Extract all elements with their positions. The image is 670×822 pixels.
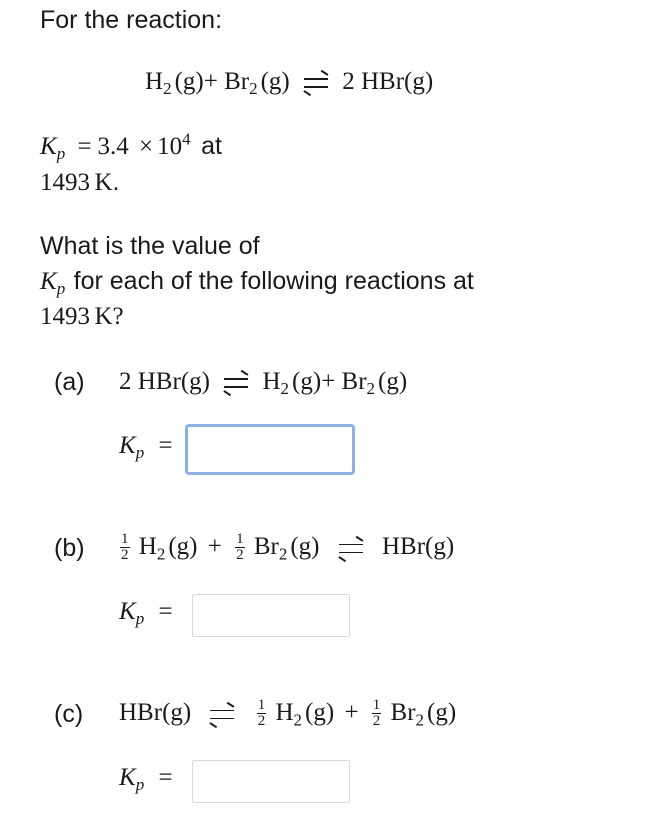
equilibrium-arrow-icon bbox=[223, 376, 249, 390]
given-kp-line: $K_p = 3.4 \times 10^4$ at bbox=[40, 129, 222, 164]
equilibrium-arrow-icon bbox=[303, 76, 329, 90]
part-b-label: (b) bbox=[54, 534, 85, 562]
part-a-kp-label: $K_p$ = bbox=[119, 432, 173, 463]
part-b-reaction: $\frac{1}{2}$ $H_2$ (g) + $\frac{1}{2}$ $Br_2$ (g) HBr(g) bbox=[121, 531, 455, 564]
one-half-fraction: $\frac{1}{2}$ bbox=[236, 531, 244, 563]
one-half-fraction: $\frac{1}{2}$ bbox=[121, 531, 129, 563]
one-half-fraction: $\frac{1}{2}$ bbox=[257, 697, 266, 729]
equilibrium-arrow-icon bbox=[209, 708, 235, 722]
part-b-kp-label: $K_p$ = bbox=[119, 598, 173, 629]
part-a-reaction: 2 HBr(g) $H_2$ $(g)+ Br_2$ (g) bbox=[119, 368, 408, 399]
one-half-fraction: $\frac{1}{2}$ bbox=[372, 697, 381, 729]
part-a-label: (a) bbox=[54, 368, 85, 396]
question-line-1: What is the value of bbox=[40, 232, 260, 260]
intro-text: For the reaction: bbox=[40, 6, 223, 34]
given-temperature: 1493 K. bbox=[40, 168, 120, 196]
part-c-kp-label: $K_p$ = bbox=[119, 764, 173, 795]
part-c-answer-input[interactable] bbox=[192, 760, 350, 803]
part-b-answer-input[interactable] bbox=[192, 594, 350, 637]
given-reaction: $H_2$ $(g)+ Br_2$ (g) 2 HBr(g) bbox=[145, 68, 434, 99]
question-line-2: $K_p$ for each of the following reactions at bbox=[40, 267, 474, 299]
part-a-answer-input[interactable] bbox=[185, 424, 355, 475]
question-line-3: 1493 K? bbox=[40, 303, 124, 330]
part-c-label: (c) bbox=[54, 700, 84, 728]
equilibrium-arrow-icon bbox=[338, 542, 364, 556]
part-c-reaction: HBr(g) $\frac{1}{2}$ $H_2$ (g) + $\frac{1}{2}$ $Br_2$ (g) bbox=[119, 697, 457, 730]
